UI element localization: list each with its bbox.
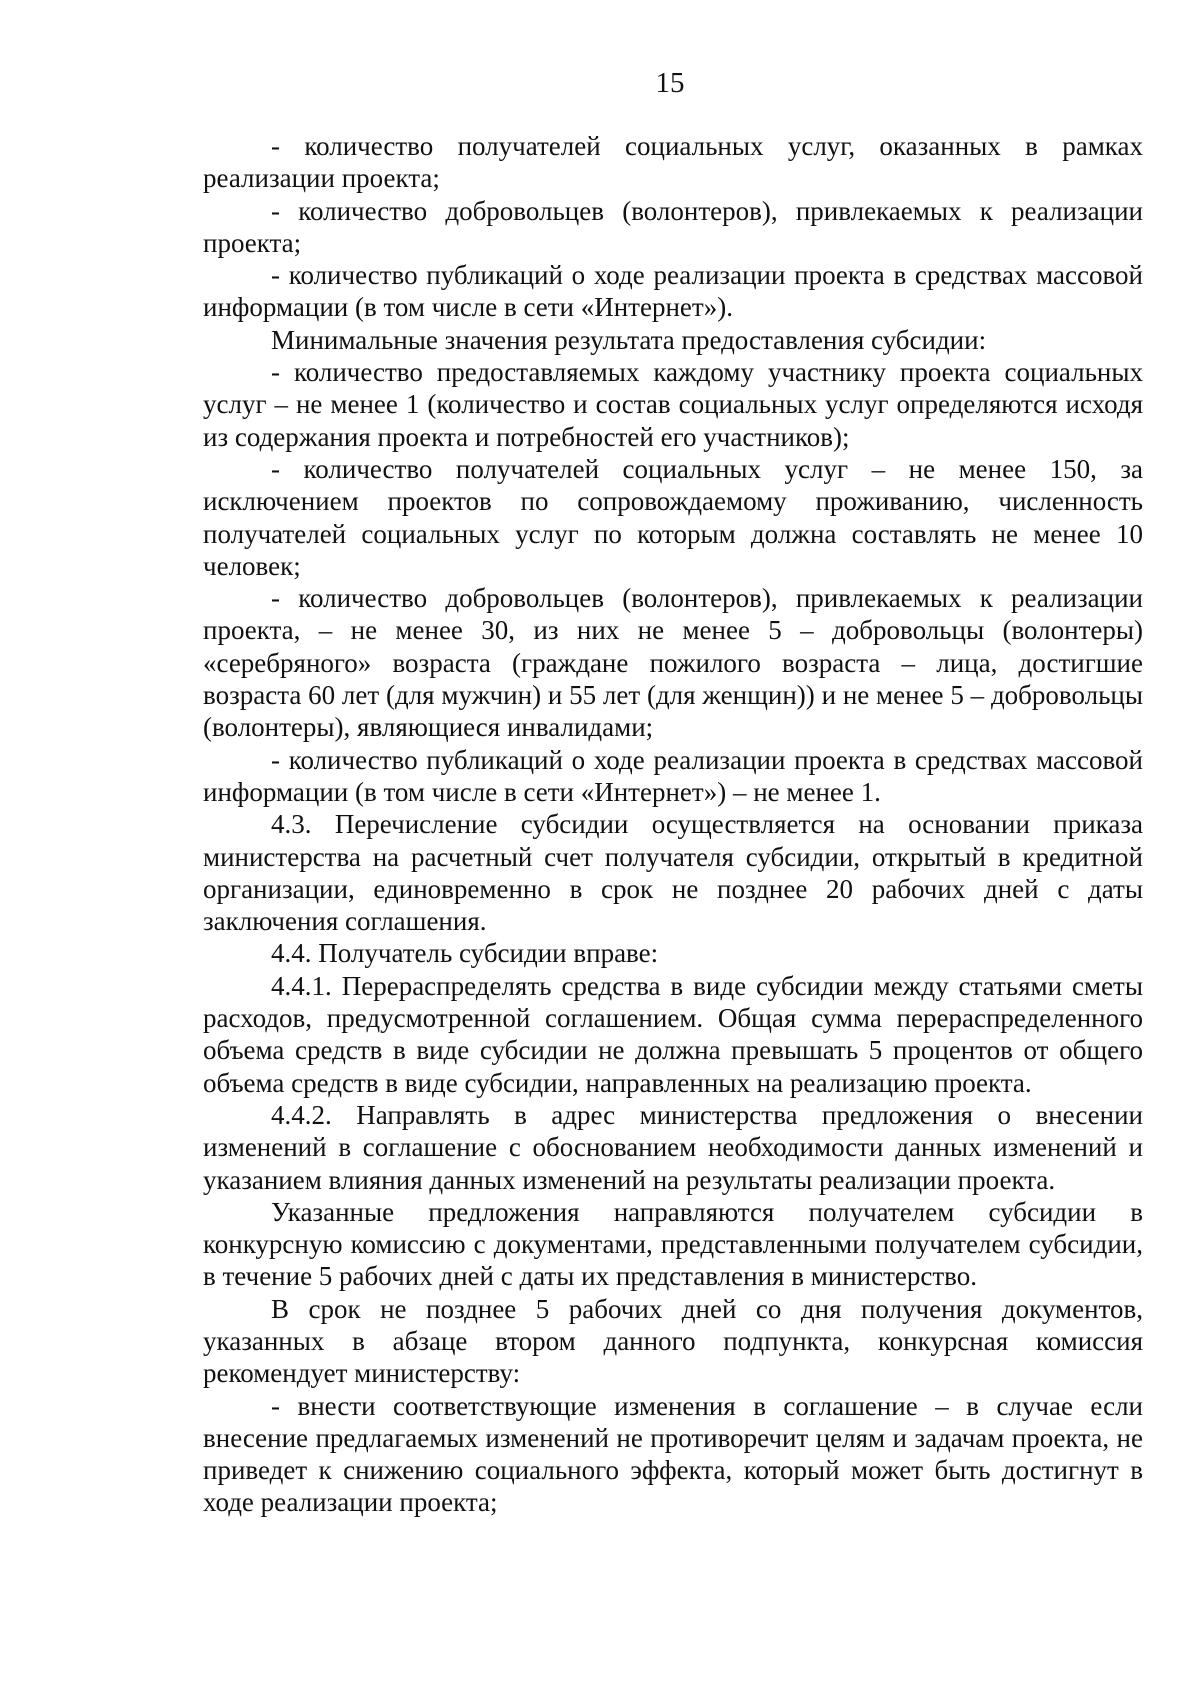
- paragraph: Указанные предложения направляются получателем субсидии в конкурсную комиссию с документами, представленными получателем субсидии, в течение 5 рабочих дней с даты их представления в министерство.: [203, 1196, 1143, 1292]
- paragraph: - количество добровольцев (волонтеров), привлекаемых к реализации проекта, – не менее 30, из них не менее 5 – добровольцы (волонтеры) «серебряного» возраста (граждане пожилого возраста – лица, достигшие возраста 60 лет (для мужчин) и 55 лет (для женщин)) и не менее 5 – добровольцы (волонтеры), являющиеся инвалидами;: [203, 583, 1143, 743]
- paragraph: - количество предоставляемых каждому участнику проекта социальных услуг – не менее 1 (количество и состав социальных услуг определяются исходя из содержания проекта и потребностей его участников);: [203, 357, 1143, 452]
- paragraph: - количество получателей социальных услуг, оказанных в рамках реализации проекта;: [203, 131, 1143, 194]
- paragraph: - количество добровольцев (волонтеров), привлекаемых к реализации проекта;: [203, 195, 1143, 258]
- paragraph: 4.4.2. Направлять в адрес министерства предложения о внесении изменений в соглашение с обоснованием необходимости данных изменений и указанием влияния данных изменений на результаты реализации проекта.: [203, 1099, 1143, 1195]
- paragraph: Минимальные значения результата предоставления субсидии:: [271, 324, 987, 355]
- paragraph: В срок не позднее 5 рабочих дней со дня получения документов, указанных в абзаце втором данного подпункта, конкурсная комиссия рекомендует министерству:: [203, 1293, 1143, 1389]
- paragraph: - количество получателей социальных услуг – не менее 150, за исключением проектов по сопровождаемому проживанию, численность получателей социальных услуг по которым должна составлять не менее 10 человек;: [203, 453, 1143, 581]
- paragraph: 4.4. Получатель субсидии вправе:: [271, 938, 659, 969]
- paragraph: 4.4.1. Перераспределять средства в виде субсидии между статьями сметы расходов, предусмотренной соглашением. Общая сумма перераспределенного объема средств в виде субсидии не должна превышать 5 процентов от общего объема средств в виде субсидии, направленных на реализацию проекта.: [203, 970, 1143, 1098]
- page-number: 15: [655, 67, 685, 99]
- paragraph: - количество публикаций о ходе реализации проекта в средствах массовой информации (в том числе в сети «Интернет»).: [203, 260, 1143, 323]
- paragraph: - количество публикаций о ходе реализации проекта в средствах массовой информации (в том числе в сети «Интернет») – не менее 1.: [203, 744, 1143, 807]
- paragraph: - внести соответствующие изменения в соглашение – в случае если внесение предлагаемых изменений не противоречит целям и задачам проекта, не приведет к снижению социального эффекта, который может быть достигнут в ходе реализации проекта;: [203, 1390, 1143, 1518]
- paragraph: 4.3. Перечисление субсидии осуществляется на основании приказа министерства на расчетный счет получателя субсидии, открытый в кредитной организации, единовременно в срок не позднее 20 рабочих дней с даты заключения соглашения.: [203, 809, 1143, 937]
- document-body: [203, 130, 1143, 1519]
